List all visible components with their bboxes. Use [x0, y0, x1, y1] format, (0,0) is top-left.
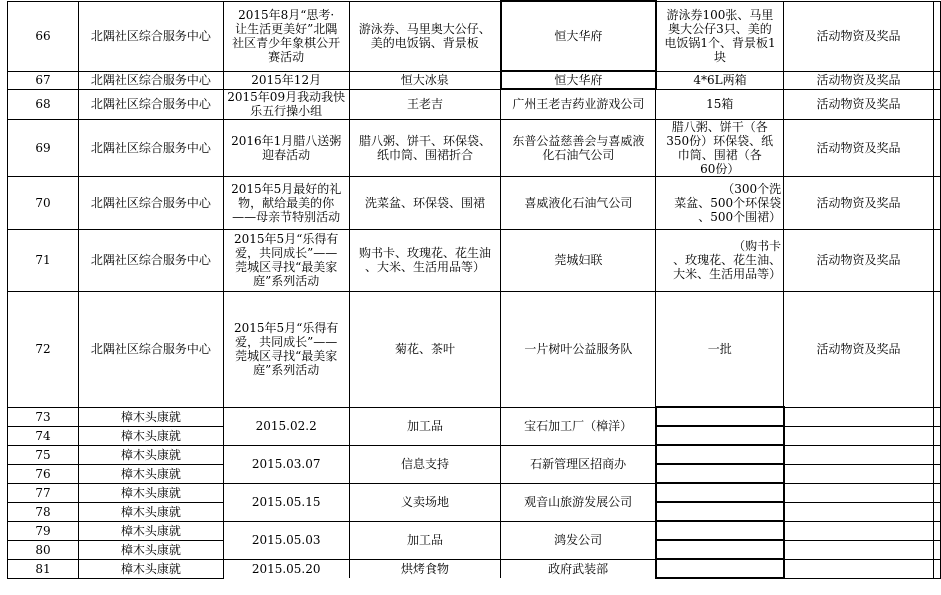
quantity-cell: 腊八粥、饼干（各 350份）环保袋、纸 巾筒、围裙（各 60份）	[656, 119, 784, 176]
donor-cell: 宝石加工厂（樟洋）	[501, 407, 656, 445]
table-row	[8, 407, 941, 426]
goods-cell: 义卖场地	[349, 483, 501, 521]
goods-cell: 菊花、茶叶	[349, 291, 501, 407]
row-number-cell: 75	[8, 445, 79, 464]
table-row	[8, 291, 941, 407]
row-number-cell: 68	[8, 89, 79, 119]
row-number-cell: 70	[8, 176, 79, 229]
date-cell: 2015.05.20	[223, 559, 349, 578]
edge-cell	[933, 229, 940, 291]
edge-cell	[933, 483, 940, 502]
organization-cell: 北隅社区综合服务中心	[78, 1, 223, 71]
event-cell: 2016年1月腊八送粥 迎春活动	[223, 119, 349, 176]
usage-cell: 活动物资及奖品	[784, 291, 934, 407]
donation-table	[7, 0, 941, 579]
event-cell: 2015年5月最好的礼 物，献给最美的你 ——母亲节特别活动	[223, 176, 349, 229]
table-row	[8, 445, 941, 464]
donor-cell: 莞城妇联	[501, 229, 656, 291]
event-cell: 2015年8月“思考· 让生活更美好”北隅 社区青少年象棋公开 赛活动	[223, 1, 349, 71]
donor-cell: 广州王老吉药业游戏公司	[501, 89, 656, 119]
usage-cell	[784, 502, 934, 521]
usage-cell	[784, 407, 934, 426]
table-row	[8, 71, 941, 89]
table-row	[8, 229, 941, 291]
table-row	[8, 119, 941, 176]
event-cell: 2015年5月“乐得有 爱，共同成长”—— 莞城区寻找“最美家 庭”系列活动	[223, 229, 349, 291]
edge-cell	[933, 464, 940, 483]
usage-cell	[784, 559, 934, 578]
edge-cell	[933, 1, 940, 71]
quantity-cell: 4*6L两箱	[656, 71, 784, 89]
donor-cell: 石新管理区招商办	[501, 445, 656, 483]
row-number-cell: 77	[8, 483, 79, 502]
organization-cell: 北隅社区综合服务中心	[78, 291, 223, 407]
usage-cell: 活动物资及奖品	[784, 89, 934, 119]
donor-cell: 恒大华府	[501, 71, 656, 89]
row-number-cell: 81	[8, 559, 79, 578]
donor-cell: 观音山旅游发展公司	[501, 483, 656, 521]
edge-cell	[933, 521, 940, 540]
usage-cell: 活动物资及奖品	[784, 71, 934, 89]
row-number-cell: 72	[8, 291, 79, 407]
organization-cell: 樟木头康就	[78, 426, 223, 445]
goods-cell: 购书卡、玫瑰花、花生油 、大米、生活用品等）	[349, 229, 501, 291]
usage-cell	[784, 426, 934, 445]
usage-cell	[784, 521, 934, 540]
donor-cell: 政府武装部	[501, 559, 656, 578]
quantity-cell	[656, 464, 784, 483]
row-number-cell: 80	[8, 540, 79, 559]
edge-cell	[933, 291, 940, 407]
usage-cell	[784, 445, 934, 464]
edge-cell	[933, 540, 940, 559]
date-cell: 2015.03.07	[223, 445, 349, 483]
table-row	[8, 1, 941, 71]
edge-cell	[933, 176, 940, 229]
organization-cell: 北隅社区综合服务中心	[78, 176, 223, 229]
goods-cell: 加工品	[349, 521, 501, 559]
date-cell: 2015.02.2	[223, 407, 349, 445]
organization-cell: 樟木头康就	[78, 464, 223, 483]
row-number-cell: 78	[8, 502, 79, 521]
table-row	[8, 176, 941, 229]
quantity-cell	[656, 540, 784, 559]
organization-cell: 北隅社区综合服务中心	[78, 229, 223, 291]
event-cell: 2015年09月我动我快 乐五行操小组	[223, 89, 349, 119]
row-number-cell: 74	[8, 426, 79, 445]
quantity-cell: （300个洗 菜盆、500个环保袋 、500个围裙）	[656, 176, 784, 229]
organization-cell: 樟木头康就	[78, 559, 223, 578]
organization-cell: 樟木头康就	[78, 445, 223, 464]
edge-cell	[933, 89, 940, 119]
edge-cell	[933, 407, 940, 426]
donor-cell: 鸿发公司	[501, 521, 656, 559]
usage-cell: 活动物资及奖品	[784, 176, 934, 229]
organization-cell: 樟木头康就	[78, 407, 223, 426]
goods-cell: 烘烤食物	[349, 559, 501, 578]
edge-cell	[933, 445, 940, 464]
quantity-cell	[656, 559, 784, 578]
organization-cell: 北隅社区综合服务中心	[78, 71, 223, 89]
row-number-cell: 69	[8, 119, 79, 176]
organization-cell: 北隅社区综合服务中心	[78, 89, 223, 119]
organization-cell: 樟木头康就	[78, 521, 223, 540]
donor-cell: 喜威液化石油气公司	[501, 176, 656, 229]
goods-cell: 王老吉	[349, 89, 501, 119]
goods-cell: 信息支持	[349, 445, 501, 483]
row-number-cell: 67	[8, 71, 79, 89]
quantity-cell: 游泳券100张、马里 奥大公仔3只、美的 电饭锅1个、背景板1 块	[656, 1, 784, 71]
table-row	[8, 559, 941, 578]
usage-cell: 活动物资及奖品	[784, 229, 934, 291]
edge-cell	[933, 426, 940, 445]
organization-cell: 樟木头康就	[78, 540, 223, 559]
usage-cell	[784, 483, 934, 502]
goods-cell: 腊八粥、饼干、环保袋、 纸巾筒、围裙折合	[349, 119, 501, 176]
table-row	[8, 521, 941, 540]
row-number-cell: 76	[8, 464, 79, 483]
organization-cell: 樟木头康就	[78, 502, 223, 521]
event-cell: 2015年5月“乐得有 爱，共同成长”—— 莞城区寻找“最美家 庭”系列活动	[223, 291, 349, 407]
row-number-cell: 71	[8, 229, 79, 291]
usage-cell	[784, 464, 934, 483]
edge-cell	[933, 502, 940, 521]
donor-cell: 恒大华府	[501, 1, 656, 71]
goods-cell: 加工品	[349, 407, 501, 445]
date-cell: 2015.05.03	[223, 521, 349, 559]
quantity-cell: （购书卡 、玫瑰花、花生油、 大米、生活用品等）	[656, 229, 784, 291]
goods-cell: 洗菜盆、环保袋、围裙	[349, 176, 501, 229]
table-row	[8, 483, 941, 502]
quantity-cell: 一批	[656, 291, 784, 407]
quantity-cell	[656, 407, 784, 426]
goods-cell: 恒大冰泉	[349, 71, 501, 89]
edge-cell	[933, 71, 940, 89]
organization-cell: 樟木头康就	[78, 483, 223, 502]
usage-cell: 活动物资及奖品	[784, 1, 934, 71]
quantity-cell	[656, 426, 784, 445]
quantity-cell	[656, 502, 784, 521]
organization-cell: 北隅社区综合服务中心	[78, 119, 223, 176]
row-number-cell: 66	[8, 1, 79, 71]
row-number-cell: 79	[8, 521, 79, 540]
quantity-cell	[656, 521, 784, 540]
edge-cell	[933, 119, 940, 176]
edge-cell	[933, 559, 940, 578]
donor-cell: 一片树叶公益服务队	[501, 291, 656, 407]
row-number-cell: 73	[8, 407, 79, 426]
goods-cell: 游泳券、马里奥大公仔、 美的电饭锅、背景板	[349, 1, 501, 71]
usage-cell	[784, 540, 934, 559]
usage-cell: 活动物资及奖品	[784, 119, 934, 176]
quantity-cell	[656, 483, 784, 502]
quantity-cell	[656, 445, 784, 464]
event-cell: 2015年12月	[223, 71, 349, 89]
quantity-cell: 15箱	[656, 89, 784, 119]
donor-cell: 东普公益慈善会与喜威液 化石油气公司	[501, 119, 656, 176]
table-row	[8, 89, 941, 119]
date-cell: 2015.05.15	[223, 483, 349, 521]
